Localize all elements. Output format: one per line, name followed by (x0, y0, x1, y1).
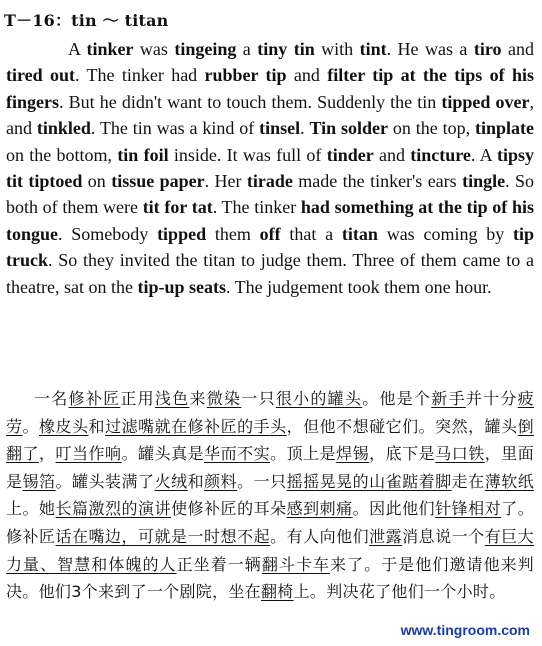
passage-text: and (373, 144, 411, 165)
translated-term: 很小的罐头 (275, 389, 363, 408)
translation-text: 。罐头真是 (121, 444, 205, 464)
passage-text: . The tin was a kind of (90, 118, 260, 139)
passage-text: . So they invited the titan to judge them. Three of them came to a theatre, sat on the (6, 250, 534, 297)
translated-term: 翻斗卡车 (261, 554, 331, 574)
translation-text: 一只 (241, 389, 276, 408)
translated-term: 微染 (206, 389, 242, 408)
translated-term: 摇摇晃晃的山雀踮着脚 (286, 471, 452, 491)
translated-term: 有巨大力量、智慧和体魄的人 (6, 526, 534, 574)
vocab-term: rubber tip (204, 65, 287, 86)
translated-term: 新手 (431, 389, 466, 408)
passage-text: . But he didn't want to touch them. Suddenly the tin (59, 91, 442, 112)
translation-text: 。顶上是 (270, 444, 337, 464)
translation-text: ，但他不想碰它们。突然，罐头 (286, 416, 518, 436)
translated-term: 焊锡 (336, 444, 370, 464)
translation-text: 。罐头装满了 (55, 471, 155, 491)
vocab-term: tingle (462, 171, 506, 192)
translated-term: 话在嘴边，可就是一时想不起 (55, 526, 271, 546)
chinese-translation (6, 385, 534, 606)
vocab-term: tirade (246, 171, 293, 192)
translated-term: 针锋相对 (435, 499, 502, 519)
vocab-term: tinsel (259, 118, 301, 139)
translation-text: 来 (189, 389, 207, 408)
vocab-term: tiny tin (257, 39, 315, 59)
translation-text: 正坐着一辆 (176, 554, 262, 574)
passage-text: made the tinker's ears (292, 171, 463, 192)
vocab-term: Tin solder (309, 118, 389, 139)
passage-text: , and (6, 91, 534, 139)
translated-term: 橡皮头 (39, 416, 89, 436)
translation-text: 消息说一个 (402, 526, 485, 546)
translation-text: 上。判决花了他们一个小时。 (293, 582, 506, 602)
translation-text: 。 (22, 416, 40, 436)
passage-text: . So both of them were (6, 171, 534, 218)
vocab-term: tit for tat (142, 197, 213, 218)
vocab-term: tired out (6, 65, 76, 86)
vocab-term: tiro (473, 39, 502, 59)
passage-text: that a (280, 223, 342, 244)
vocab-term: tinker (86, 39, 134, 59)
passage-text: . He was a (386, 39, 474, 59)
english-passage (6, 36, 534, 300)
translated-term: 火绒 (154, 471, 188, 491)
lesson-title: T－16：tin ～ titan (4, 11, 169, 30)
translation-text: 。他是个 (362, 389, 432, 408)
vocab-term: filter tip at the tips of his fingers (6, 65, 534, 112)
passage-text: was coming by (377, 223, 513, 244)
translation-text: 上。她 (6, 499, 56, 519)
vocab-term: tint (359, 39, 387, 59)
vocab-term: tipsy tit tiptoed (6, 144, 534, 192)
translated-term: 感到刺痛 (286, 499, 353, 519)
vocab-term: tip-up seats (137, 276, 226, 297)
translated-term: 浅色 (154, 389, 190, 408)
passage-text: and (501, 39, 534, 59)
vocab-term: tincture (410, 144, 471, 165)
vocab-term: tinplate (475, 118, 535, 139)
vocab-term: tissue paper (111, 171, 205, 192)
translation-text: 使修补匠的耳朵 (171, 499, 287, 519)
passage-text: A (68, 39, 87, 59)
passage-text: on the bottom, (6, 144, 118, 165)
translated-term: 叮当作响 (55, 444, 122, 464)
vocab-term: titan (341, 223, 378, 244)
translated-term: 颜料 (204, 471, 238, 491)
translated-term: 华而不实 (204, 444, 271, 464)
translated-term: 薄软纸 (484, 471, 534, 491)
translated-term: 泄露 (369, 526, 403, 546)
passage-text: . Her (204, 171, 247, 192)
translated-term: 过滤嘴就在修补匠的手头 (105, 416, 287, 436)
passage-text: inside. It was full of (168, 144, 327, 165)
translation-text: 。因此他们 (352, 499, 436, 519)
translation-text: 来了。于是他们邀请他来判决。他们3个来到了一个剧院，坐在 (6, 554, 534, 602)
translation-text: 一名 (34, 389, 69, 408)
translated-term: 翻椅 (260, 582, 294, 602)
passage-text: . The tinker had (75, 65, 205, 86)
translation-text: 和 (187, 471, 205, 491)
passage-text: . (300, 118, 310, 139)
passage-text: . A (470, 144, 497, 165)
passage-text: . The judgement took them one hour. (225, 276, 492, 297)
translation-text: 了。修补匠 (6, 499, 535, 546)
passage-text: was (133, 39, 175, 59)
passage-text: . Somebody (58, 223, 158, 244)
vocab-term: tingeing (174, 39, 237, 59)
vocab-term: off (259, 223, 281, 244)
vocab-term: tinder (326, 144, 374, 165)
translated-term: 锡箔 (22, 471, 56, 491)
translation-text: 并十分 (465, 389, 518, 408)
passage-text: on the top, (388, 118, 475, 139)
vocab-term: had something at the tip of his tongue (6, 197, 534, 244)
passage-text: with (314, 39, 360, 59)
vocab-term: tipped (157, 223, 207, 244)
translation-text: 和 (88, 416, 106, 436)
translated-term: 修补匠 (68, 389, 121, 408)
translation-text: ，底下是 (369, 444, 436, 464)
passage-text: a (236, 39, 258, 59)
passage-text: on (82, 171, 112, 192)
vocab-term: tipped over (441, 91, 530, 112)
passage-text: and (286, 65, 328, 86)
translation-text: 走在 (451, 471, 485, 491)
translation-text: 。有人向他们 (270, 526, 370, 546)
translation-text: 正用 (120, 389, 155, 408)
translation-text: ， (39, 444, 56, 464)
translation-text: 。一只 (237, 471, 287, 491)
translated-term: 倒翻了 (6, 416, 534, 464)
site-watermark[interactable]: www.tingroom.com (400, 622, 530, 638)
translated-term: 长篇激烈的演讲 (55, 499, 172, 519)
passage-text: them (206, 223, 260, 244)
translation-text: ，里面是 (6, 444, 535, 491)
translated-term: 马口铁 (435, 444, 485, 464)
vocab-term: tinkled (36, 118, 91, 139)
translated-term: 疲劳 (6, 389, 534, 436)
passage-text: . The tinker (212, 197, 301, 218)
vocab-term: tip truck (6, 223, 534, 271)
vocab-term: tin foil (117, 144, 169, 165)
